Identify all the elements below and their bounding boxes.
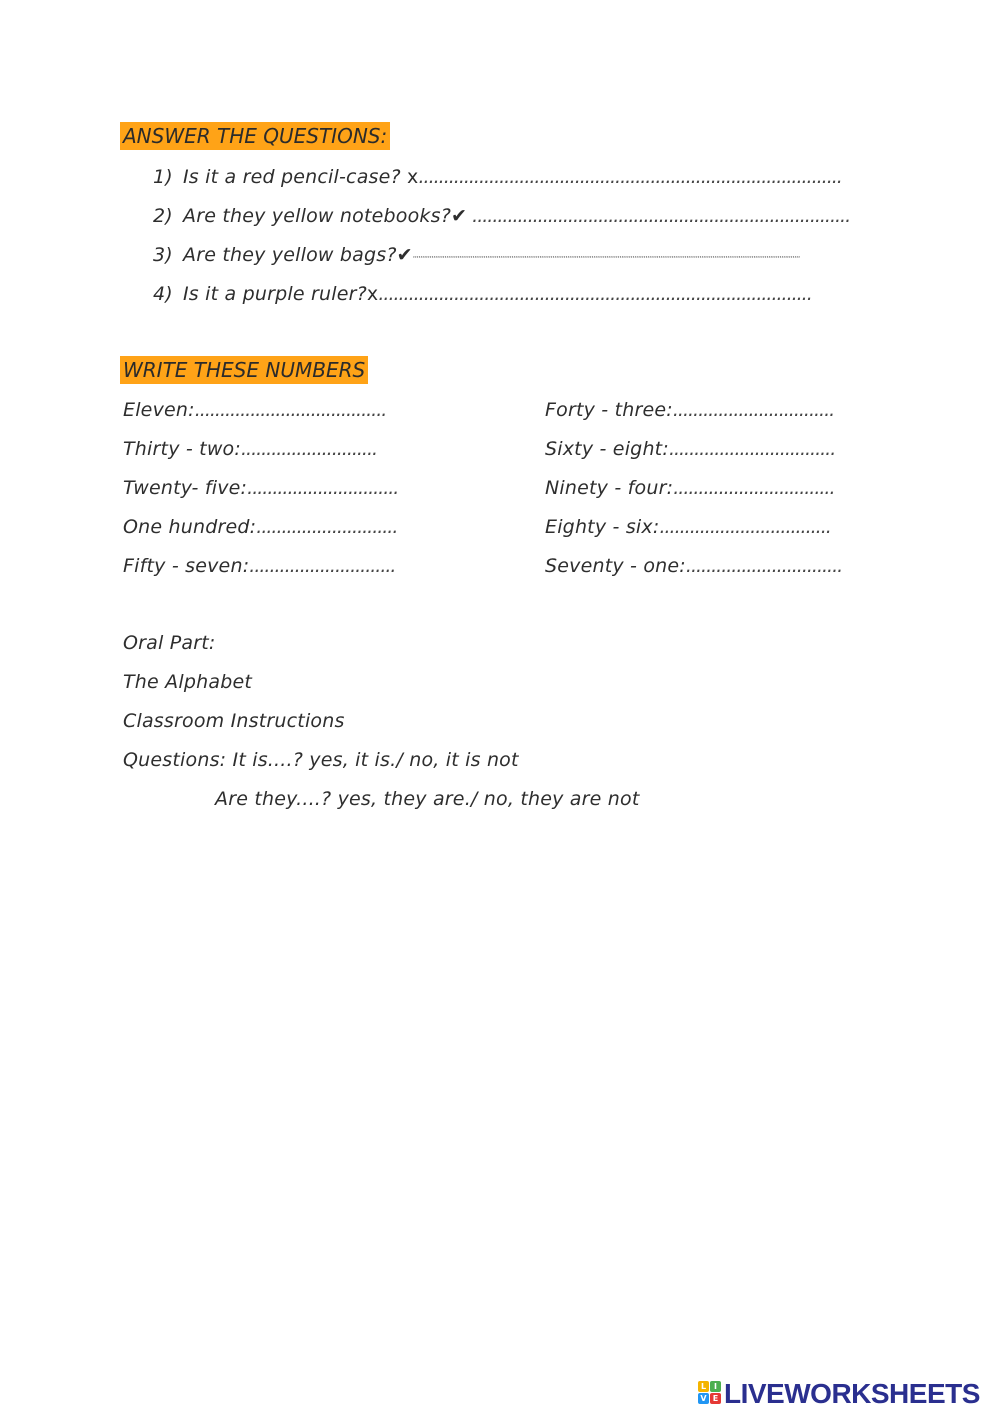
number-label: Fifty - seven: bbox=[123, 555, 250, 577]
answer-line[interactable]: ................................................................................................................................................................................................................ bbox=[412, 250, 800, 261]
logo-tile: I bbox=[710, 1381, 721, 1392]
number-item bbox=[545, 438, 835, 460]
answer-line[interactable]: ........................... bbox=[240, 438, 378, 460]
number-item bbox=[123, 399, 386, 421]
question-number: 2) bbox=[153, 205, 173, 227]
logo-tile: L bbox=[698, 1381, 709, 1392]
logo-icon bbox=[698, 1381, 722, 1405]
oral-item: The Alphabet bbox=[123, 671, 252, 693]
number-label: Thirty - two: bbox=[123, 438, 241, 460]
question-number: 1) bbox=[153, 166, 173, 188]
number-label: Ninety - four: bbox=[545, 477, 674, 499]
answer-line[interactable]: .............................. bbox=[247, 477, 399, 499]
answer-line[interactable]: .................................. bbox=[659, 516, 831, 538]
section-heading-answer-questions: ANSWER THE QUESTIONS: bbox=[120, 122, 390, 150]
number-label: Eleven: bbox=[123, 399, 195, 421]
number-item bbox=[545, 477, 835, 499]
oral-part-title: Oral Part: bbox=[123, 632, 216, 654]
number-item bbox=[545, 399, 834, 421]
number-item bbox=[123, 477, 398, 499]
cross-mark: x bbox=[400, 166, 419, 188]
check-mark: ✔ bbox=[396, 244, 413, 266]
number-item bbox=[123, 516, 397, 538]
logo-tile: V bbox=[698, 1393, 709, 1404]
question-number: 4) bbox=[153, 283, 173, 305]
cross-mark: x bbox=[366, 283, 379, 305]
answer-line[interactable]: ............................... bbox=[685, 555, 843, 577]
answer-line[interactable]: ...................................... bbox=[194, 399, 387, 421]
question-text: Is it a red pencil-case? bbox=[183, 166, 401, 188]
question-2 bbox=[153, 205, 850, 227]
answer-line[interactable]: ................................ bbox=[673, 477, 835, 499]
answer-line[interactable]: ........................................................................... bbox=[467, 205, 851, 227]
answer-line[interactable]: ................................ bbox=[672, 399, 835, 421]
number-label: One hundred: bbox=[123, 516, 257, 538]
section-heading-write-numbers: WRITE THESE NUMBERS bbox=[120, 356, 368, 384]
number-label: Sixty - eight: bbox=[545, 438, 669, 460]
question-3 bbox=[153, 244, 800, 266]
question-4 bbox=[153, 283, 812, 305]
number-label: Forty - three: bbox=[545, 399, 673, 421]
answer-line[interactable]: ...................................................................................... bbox=[378, 283, 812, 305]
number-item bbox=[123, 438, 377, 460]
question-text: Is it a purple ruler? bbox=[183, 283, 367, 305]
answer-line[interactable]: ............................ bbox=[256, 516, 398, 538]
number-label: Seventy - one: bbox=[545, 555, 686, 577]
oral-item: Questions: It is....? yes, it is./ no, it is not bbox=[123, 749, 519, 771]
logo-text: LIVEWORKSHEETS bbox=[724, 1378, 980, 1409]
liveworksheets-logo[interactable] bbox=[698, 1378, 998, 1408]
question-1 bbox=[153, 166, 842, 188]
number-item bbox=[123, 555, 395, 577]
oral-item: Classroom Instructions bbox=[123, 710, 345, 732]
logo-tile: E bbox=[710, 1393, 721, 1404]
question-text: Are they yellow bags? bbox=[183, 244, 397, 266]
answer-line[interactable]: ............................. bbox=[249, 555, 396, 577]
answer-line[interactable]: ................................. bbox=[668, 438, 836, 460]
number-item bbox=[545, 555, 842, 577]
question-number: 3) bbox=[153, 244, 173, 266]
answer-line[interactable]: .................................................................................... bbox=[418, 166, 842, 188]
oral-item: Are they....? yes, they are./ no, they are not bbox=[215, 788, 640, 810]
check-mark: ✔ bbox=[451, 205, 468, 227]
number-label: Eighty - six: bbox=[545, 516, 660, 538]
number-label: Twenty- five: bbox=[123, 477, 248, 499]
question-text: Are they yellow notebooks? bbox=[183, 205, 451, 227]
number-item bbox=[545, 516, 831, 538]
